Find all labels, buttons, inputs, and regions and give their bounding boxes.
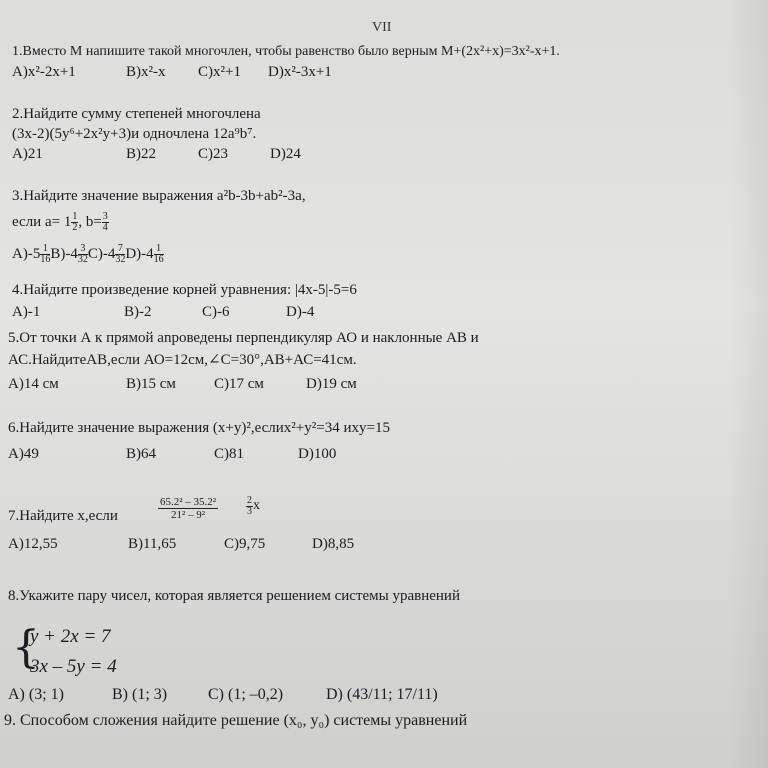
q7-rhs bbox=[246, 496, 260, 517]
q5-option-c: C)17 см bbox=[214, 376, 264, 392]
question-3-line-1: 3.Найдите значение выражения a²b-3b+ab²-3a, bbox=[12, 188, 306, 204]
question-4-text: 4.Найдите произведение корней уравнения: |4x-5|-5=6 bbox=[12, 282, 357, 298]
question-3-condition bbox=[12, 212, 109, 233]
q1-option-b: B)x²-x bbox=[126, 64, 166, 80]
q5-option-b: B)15 см bbox=[126, 376, 176, 392]
q1-option-d: D)x²-3x+1 bbox=[268, 64, 332, 80]
page-edge-shadow bbox=[728, 0, 768, 768]
q2-option-d: D)24 bbox=[270, 146, 301, 162]
q7-option-c: C)9,75 bbox=[224, 536, 266, 552]
question-2-line-1: 2.Найдите сумму степеней многочлена bbox=[12, 106, 261, 122]
q4-option-c: C)-6 bbox=[202, 304, 230, 320]
q2-option-c: C)23 bbox=[198, 146, 228, 162]
q7-rhs-var: x bbox=[253, 498, 260, 514]
q8-equation-2: 3x – 5y = 4 bbox=[30, 656, 117, 677]
q4-option-a: A)-1 bbox=[12, 304, 41, 320]
q3-b-den: 4 bbox=[102, 222, 108, 233]
q7-main-fraction bbox=[158, 496, 218, 521]
question-5-line-1: 5.От точки А к прямой аnроведены перпендикуляр АО и наклонные АВ и bbox=[8, 330, 479, 346]
q3-opt-a-label: A)-5 bbox=[12, 245, 41, 262]
q3-option-b bbox=[50, 243, 88, 265]
question-2-line-2: (3x-2)(5y⁶+2x²y+3)и одночлена 12a⁹b⁷. bbox=[12, 126, 257, 142]
q2-option-b: B)22 bbox=[126, 146, 156, 162]
q5-option-a: A)14 см bbox=[8, 376, 59, 392]
variant-number: VII bbox=[372, 20, 392, 35]
q6-option-a: A)49 bbox=[8, 446, 39, 462]
question-3-options bbox=[12, 244, 164, 265]
q3-opt-c-num: 7 bbox=[115, 244, 125, 255]
q1-option-a: A)x²-2x+1 bbox=[12, 64, 76, 80]
question-8-text: 8.Укажите пару чисел, которая является решением системы уравнений bbox=[8, 588, 460, 604]
q3-opt-d-label: D)-4 bbox=[125, 245, 154, 262]
q3-b-num: 3 bbox=[102, 211, 108, 222]
q5-option-d: D)19 см bbox=[306, 376, 357, 392]
q3-opt-c-den: 32 bbox=[115, 254, 126, 265]
q6-option-c: C)81 bbox=[214, 446, 244, 462]
question-6-text: 6.Найдите значение выражения (x+y)²,еслиx²+y²=34 иxy=15 bbox=[8, 420, 390, 436]
q7-option-a: A)12,55 bbox=[8, 536, 58, 552]
q4-option-d: D)-4 bbox=[286, 304, 315, 320]
q3-option-d bbox=[125, 243, 164, 265]
q3-opt-a-den: 16 bbox=[40, 254, 51, 265]
q7-rhs-num: 2 bbox=[247, 495, 252, 506]
q7-option-b: B)11,65 bbox=[128, 536, 177, 552]
q3-a-num: 1 bbox=[72, 211, 78, 222]
q7-frac-numerator: 65.2² – 35.2² bbox=[160, 496, 217, 508]
q8-option-d: D) (43/11; 17/11) bbox=[326, 686, 438, 703]
q3-opt-d-num: 1 bbox=[154, 244, 164, 255]
system-brace: { bbox=[12, 622, 40, 673]
q3-option-a bbox=[12, 243, 51, 265]
q3-opt-b-label: B)-4 bbox=[50, 245, 78, 262]
q8-equation-1: y + 2x = 7 bbox=[30, 626, 111, 647]
q3-opt-c-label: C)-4 bbox=[87, 245, 116, 262]
q3-opt-b-den: 32 bbox=[77, 254, 88, 265]
q3-cond-prefix: если a= 1 bbox=[12, 213, 72, 230]
q7-rhs-den: 3 bbox=[247, 506, 252, 517]
question-9-text: 9. Способом сложения найдите решение (x₀, y₀) системы уравнений bbox=[4, 712, 468, 729]
q8-option-b: B) (1; 3) bbox=[112, 686, 168, 703]
q3-option-c bbox=[87, 243, 126, 265]
question-5-line-2: АС.НайдитеАВ,если АО=12см,∠С=30°,АВ+АС=41см. bbox=[8, 352, 357, 368]
q1-option-c: C)x²+1 bbox=[198, 64, 241, 80]
q3-opt-b-num: 3 bbox=[78, 244, 88, 255]
q8-option-c: C) (1; –0,2) bbox=[208, 686, 284, 703]
q3-opt-a-num: 1 bbox=[40, 244, 50, 255]
question-7-prefix: 7.Найдите x,если bbox=[8, 508, 118, 524]
q3-opt-d-den: 16 bbox=[153, 254, 164, 265]
q3-a-den: 2 bbox=[72, 222, 78, 233]
q7-option-d: D)8,85 bbox=[312, 536, 355, 552]
q3-b-label: , b= bbox=[78, 213, 102, 230]
question-1-text: 1.Вместо М напишите такой многочлен, чтобы равенство было верным М+(2x²+x)=3x²-x+1. bbox=[12, 44, 560, 59]
q4-option-b: B)-2 bbox=[124, 304, 152, 320]
q3-b-fraction bbox=[102, 212, 109, 233]
q6-option-b: B)64 bbox=[126, 446, 156, 462]
q2-option-a: A)21 bbox=[12, 146, 43, 162]
q7-frac-denominator: 21² – 9² bbox=[171, 509, 206, 521]
q6-option-d: D)100 bbox=[298, 446, 337, 462]
q8-option-a: A) (3; 1) bbox=[8, 686, 64, 703]
